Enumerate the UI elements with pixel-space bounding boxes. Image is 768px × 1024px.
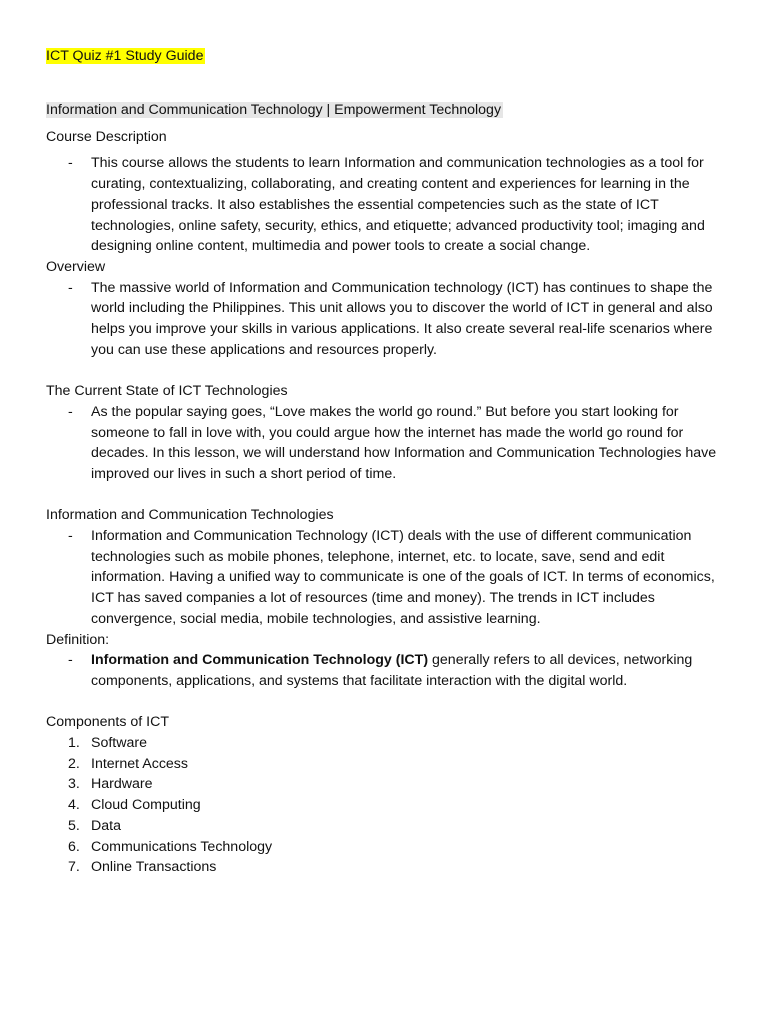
document-body xyxy=(46,100,736,878)
list-label: Online Transactions xyxy=(91,859,217,876)
list-number: 5. xyxy=(68,817,80,834)
overview-bullet xyxy=(46,278,736,361)
list-label: Communications Technology xyxy=(91,838,273,855)
list-label: Hardware xyxy=(91,776,153,793)
list-item xyxy=(46,837,736,858)
spacer xyxy=(46,485,736,506)
list-item xyxy=(46,857,736,878)
list-number: 2. xyxy=(68,755,80,772)
list-label: Software xyxy=(91,735,147,752)
list-number: 3. xyxy=(68,776,80,793)
bullet-dash: - xyxy=(68,279,73,296)
spacer xyxy=(46,360,736,381)
overview-heading: Overview xyxy=(46,258,106,275)
current-state-heading: The Current State of ICT Technologies xyxy=(46,383,288,400)
ict-bullet xyxy=(46,526,736,630)
bullet-dash: - xyxy=(68,155,73,172)
list-number: 4. xyxy=(68,797,80,814)
list-number: 6. xyxy=(68,838,80,855)
list-label: Internet Access xyxy=(91,755,188,772)
ict-heading: Information and Communication Technologies xyxy=(46,507,334,524)
list-label: Data xyxy=(91,817,121,834)
current-state-bullet xyxy=(46,402,736,485)
list-number: 1. xyxy=(68,735,80,752)
definition-term: Information and Communication Technology (ICT) xyxy=(91,652,429,669)
bullet-text: As the popular saying goes, “Love makes the world go round.” But before you start looking for someone to fall in love with, you could argue how the internet has made the world go round for decades. In this lesson, we will understand how Information and Communication Technologies have improved our lives in such a short period of time. xyxy=(91,403,717,482)
bullet-dash: - xyxy=(68,403,73,420)
bullet-text: The massive world of Information and Communication technology (ICT) has continues to shape the world including the Philippines. This unit allows you to discover the world of ICT in general and also helps you improve your skills in various applications. It also create several real-life scenarios where you can use these applications and resources properly. xyxy=(91,279,713,358)
definition-bullet xyxy=(46,650,736,691)
document-title xyxy=(46,47,205,66)
definition-rest: generally refers to all devices, networking components, applications, and systems that facilitate interaction with the digital world. xyxy=(91,652,693,689)
title-highlight: ICT Quiz #1 Study Guide xyxy=(46,48,204,64)
course-description-bullet xyxy=(46,153,736,257)
list-label: Cloud Computing xyxy=(91,797,201,814)
list-item xyxy=(46,774,736,795)
bullet-text: Information and Communication Technology (ICT) deals with the use of different communication technologies such as mobile phones, telephone, internet, etc. to locate, save, send and edit information. Having a unified way to communicate is one of the goals of ICT. In terms of economics, ICT has saved companies a lot of resources (time and money). The trends in ICT includes convergence, social media, mobile technologies, and assistive learning. xyxy=(91,528,715,627)
list-item xyxy=(46,754,736,775)
course-description-heading: Course Description xyxy=(46,128,167,145)
list-item xyxy=(46,795,736,816)
list-number: 7. xyxy=(68,859,80,876)
components-list xyxy=(46,733,736,878)
bullet-text: This course allows the students to learn Information and communication technologies as a tool for curating, contextualizing, collaborating, and creating content and experiences for learning in the professional tracks. It also establishes the essential competencies such as the state of ICT technologies, online safety, security, ethics, and etiquette; advanced productivity tool; imaging and designing online content, multimedia and power tools to create a social change. xyxy=(91,155,705,255)
bullet-dash: - xyxy=(68,528,73,545)
bullet-text xyxy=(91,650,736,691)
components-heading: Components of ICT xyxy=(46,714,170,731)
definition-heading: Definition: xyxy=(46,631,110,648)
subtitle xyxy=(46,100,736,121)
subtitle-highlight: Information and Communication Technology | Empowerment Technology xyxy=(46,102,502,118)
list-item xyxy=(46,733,736,754)
bullet-dash: - xyxy=(68,652,73,669)
list-item xyxy=(46,816,736,837)
spacer xyxy=(46,692,736,713)
